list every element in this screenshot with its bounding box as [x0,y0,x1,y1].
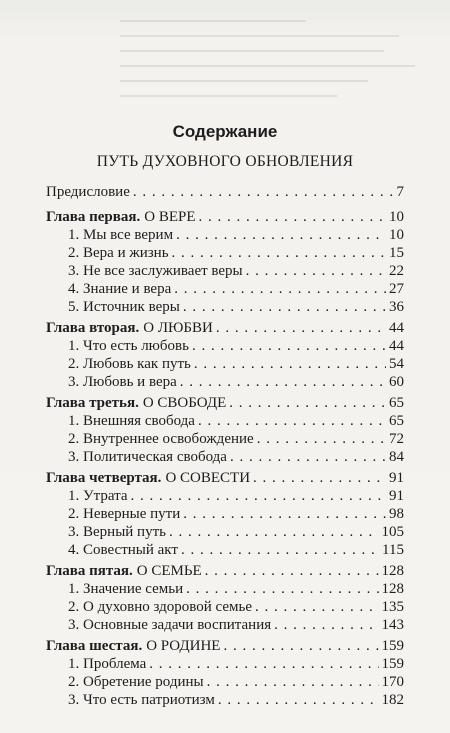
entry-title: 3. Что есть патриотизм [68,692,215,708]
leader-dots [223,638,378,655]
toc-item[interactable] [68,263,404,283]
leader-dots [230,449,386,466]
entry-title: 2. Неверные пути [68,506,181,522]
leader-dots [198,413,386,430]
page-number: 143 [381,617,404,633]
entry-title: 5. Источник веры [68,299,180,315]
leader-dots [229,395,386,412]
entry-title: 1. Что есть любовь [68,338,189,354]
page-number: 170 [381,674,404,690]
toc-chapter-1[interactable] [46,209,404,229]
entry-title: Предисловие [46,184,130,200]
chapter-title: О ВЕРЕ [144,209,196,225]
contents-heading: Содержание [172,122,278,141]
leader-dots [176,227,386,244]
chapter-title: О РОДИНЕ [146,638,221,654]
chapter-title: О СВОБОДЕ [142,395,227,411]
leader-dots [199,209,387,226]
entry-title: 2. Вера и жизнь [68,245,169,261]
entry-title: 1. Утрата [68,488,128,504]
page-number: 98 [389,506,404,522]
leader-dots [218,692,379,709]
toc-chapter-3[interactable] [46,395,404,415]
leader-dots [255,599,378,616]
page-number: 7 [396,184,404,200]
toc-item[interactable] [68,542,404,562]
leader-dots [257,431,386,448]
leader-dots [181,542,379,559]
page-number: 60 [389,374,404,390]
page-number: 91 [389,488,404,504]
toc-item[interactable] [68,449,404,469]
leader-dots [183,299,386,316]
toc-item[interactable] [68,281,404,301]
page-number: 135 [381,599,404,615]
chapter-label: Глава первая. [46,209,141,225]
bleed-through-text [120,20,430,110]
entry-title: 4. Совестный акт [68,542,178,558]
toc-item[interactable] [68,245,404,265]
toc-item[interactable] [68,506,404,526]
chapter-label: Глава шестая. [46,638,143,654]
entry-title: 1. Мы все верим [68,227,174,243]
page-number: 182 [381,692,404,708]
leader-dots [149,656,378,673]
leader-dots [216,320,386,337]
toc-item[interactable] [68,431,404,451]
page-number: 91 [389,470,404,486]
entry-title: 3. Не все заслуживает веры [68,263,243,279]
page-number: 44 [389,320,404,336]
leader-dots [180,374,386,391]
page-number: 65 [389,413,404,429]
entry-title: 4. Знание и вера [68,281,172,297]
toc-item[interactable] [68,674,404,694]
toc-chapter-2[interactable] [46,320,404,340]
leader-dots [207,674,379,691]
page-number: 44 [389,338,404,354]
leader-dots [246,263,386,280]
entry-title: 2. Обретение родины [68,674,204,690]
toc-item[interactable] [68,227,404,247]
page-number: 128 [381,581,404,597]
entry-title: 1. Внешняя свобода [68,413,195,429]
page-number: 22 [389,263,404,279]
toc-item[interactable] [68,413,404,433]
entry-title: 2. О духовно здоровой семье [68,599,253,615]
chapter-label: Глава третья. [46,395,139,411]
toc-chapter-6[interactable] [46,638,404,658]
entry-title: 3. Любовь и вера [68,374,177,390]
toc-item[interactable] [68,338,404,358]
leader-dots [133,184,394,201]
part-title: ПУТЬ ДУХОВНОГО ОБНОВЛЕНИЯ [96,153,354,170]
entry-title: 2. Внутреннее освобождение [68,431,254,447]
page-number: 72 [389,431,404,447]
toc-item[interactable] [68,692,404,712]
leader-dots [253,470,386,487]
toc-item[interactable] [68,299,404,319]
leader-dots [192,338,386,355]
chapter-label: Глава четвертая. [46,470,162,486]
entry-title: 1. Проблема [68,656,147,672]
page-number: 115 [382,542,404,558]
toc-item[interactable] [68,599,404,619]
leader-dots [205,563,379,580]
leader-dots [186,581,378,598]
page-number: 65 [389,395,404,411]
page-number: 84 [389,449,404,465]
toc-item[interactable] [68,656,404,676]
page-number: 159 [381,638,404,654]
chapter-title: О ЛЮБВИ [143,320,213,336]
toc-item[interactable] [68,488,404,508]
toc-item[interactable] [68,524,404,544]
page-number: 27 [389,281,404,297]
leader-dots [169,524,379,541]
leader-dots [172,245,386,262]
toc-chapter-5[interactable] [46,563,404,583]
page-number: 105 [381,524,404,540]
page-number: 10 [389,227,404,243]
page-number: 36 [389,299,404,315]
leader-dots [131,488,386,505]
page-number: 128 [381,563,404,579]
page-number: 10 [389,209,404,225]
toc-chapter-4[interactable] [46,470,404,490]
entry-title: 1. Значение семьи [68,581,184,597]
leader-dots [274,617,378,634]
page-number: 159 [381,656,404,672]
entry-title: 3. Политическая свобода [68,449,227,465]
chapter-label: Глава пятая. [46,563,133,579]
entry-title: 3. Верный путь [68,524,166,540]
leader-dots [174,281,386,298]
toc-item[interactable] [68,356,404,376]
entry-title: 2. Любовь как путь [68,356,191,372]
chapter-title: О СОВЕСТИ [165,470,251,486]
toc-preface[interactable] [46,184,404,204]
page-number: 54 [389,356,404,372]
toc-item[interactable] [68,374,404,394]
toc-item[interactable] [68,617,404,637]
chapter-title: О СЕМЬЕ [136,563,202,579]
page-number: 15 [389,245,404,261]
toc-item[interactable] [68,581,404,601]
leader-dots [194,356,386,373]
chapter-label: Глава вторая. [46,320,140,336]
entry-title: 3. Основные задачи воспитания [68,617,272,633]
leader-dots [183,506,386,523]
